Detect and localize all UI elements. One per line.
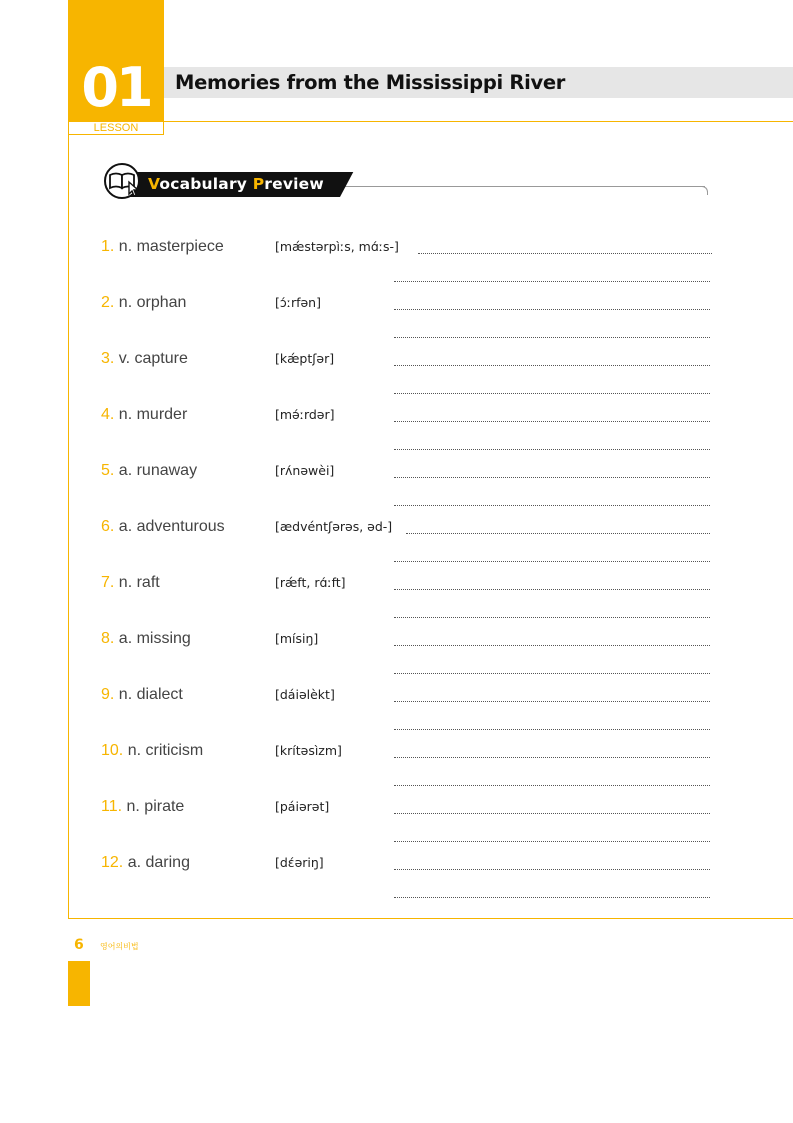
vocab-pronunciation: [kǽptʃər] (275, 351, 335, 366)
vocab-item (0, 572, 793, 628)
vocab-word: a. runaway (118, 462, 198, 479)
vocab-term (101, 684, 183, 706)
answer-line[interactable] (406, 533, 710, 534)
answer-line[interactable] (394, 337, 710, 338)
vocab-item (0, 292, 793, 348)
answer-line[interactable] (394, 421, 710, 422)
answer-line[interactable] (394, 561, 710, 562)
vocab-item (0, 684, 793, 740)
vocab-term (101, 236, 224, 258)
vocab-term (101, 348, 188, 370)
vocab-number: 8. (101, 630, 115, 647)
answer-line[interactable] (394, 869, 710, 870)
vocab-word: n. raft (118, 574, 160, 591)
answer-line[interactable] (394, 365, 710, 366)
vocab-term (101, 852, 190, 874)
answer-line[interactable] (394, 393, 710, 394)
vocab-number: 7. (101, 574, 115, 591)
answer-line[interactable] (394, 449, 710, 450)
answer-line[interactable] (394, 757, 710, 758)
lesson-title: Memories from the Mississippi River (175, 71, 566, 94)
vocab-word: n. dialect (118, 686, 183, 703)
vocab-item (0, 236, 793, 292)
vocab-word: a. missing (118, 630, 191, 647)
answer-line[interactable] (394, 477, 710, 478)
answer-line[interactable] (394, 589, 710, 590)
vocab-pronunciation: [ɔ́ːrfən] (275, 295, 321, 310)
answer-line[interactable] (394, 281, 710, 282)
page-tab (68, 961, 90, 1006)
vocab-pronunciation: [mǽstərpìːs, mɑ́ːs-] (275, 239, 399, 254)
vocab-pronunciation: [ædvéntʃərəs, əd-] (275, 519, 393, 534)
vocab-term (101, 404, 187, 426)
answer-line[interactable] (418, 253, 712, 254)
vocab-pronunciation: [mə́ːrdər] (275, 407, 335, 422)
vocab-term (101, 516, 225, 538)
answer-line[interactable] (394, 785, 710, 786)
vocab-item (0, 516, 793, 572)
vocab-pronunciation: [páiərət] (275, 799, 330, 814)
vocab-number: 9. (101, 686, 115, 703)
answer-line[interactable] (394, 701, 710, 702)
vocab-pronunciation: [krítəsìzm] (275, 743, 342, 758)
vocab-number: 1. (101, 238, 115, 255)
vocab-word: v. capture (118, 350, 188, 367)
vocab-pronunciation: [rǽft, rɑ́ːft] (275, 575, 346, 590)
section-title-part: P (252, 175, 265, 193)
vocab-pronunciation: [mísiŋ] (275, 631, 319, 646)
vocab-word: n. pirate (126, 798, 185, 815)
vocab-word: n. masterpiece (118, 238, 224, 255)
lesson-number: 01 (81, 56, 151, 119)
answer-line[interactable] (394, 897, 710, 898)
vocab-word: a. daring (127, 854, 190, 871)
vocab-pronunciation: [rʌ́nəwèi] (275, 463, 335, 478)
vocab-number: 11. (101, 798, 123, 815)
vocab-number: 12. (101, 854, 124, 871)
vocab-word: n. orphan (118, 294, 187, 311)
vocab-term (101, 292, 186, 314)
answer-line[interactable] (394, 729, 710, 730)
vocab-term (101, 740, 203, 762)
vocab-term (101, 572, 160, 594)
vocab-number: 10. (101, 742, 124, 759)
vocab-term (101, 460, 197, 482)
answer-line[interactable] (394, 673, 710, 674)
vocab-item (0, 740, 793, 796)
vocab-number: 4. (101, 406, 115, 423)
vocab-pronunciation: [dáiəlèkt] (275, 687, 335, 702)
section-title-part: ocabulary (159, 175, 253, 193)
vocab-item (0, 852, 793, 908)
answer-line[interactable] (394, 617, 710, 618)
section-title-part: review (264, 175, 324, 193)
vocab-item (0, 460, 793, 516)
vocab-item (0, 404, 793, 460)
page-number: 6 (74, 937, 84, 953)
vocab-word: a. adventurous (118, 518, 225, 535)
answer-line[interactable] (394, 841, 710, 842)
vocab-term (101, 796, 184, 818)
vocab-number: 3. (101, 350, 115, 367)
vocab-pronunciation: [dɛ́əriŋ] (275, 855, 324, 870)
vocab-item (0, 796, 793, 852)
answer-line[interactable] (394, 645, 710, 646)
vocab-item (0, 348, 793, 404)
book-title: 영어의비법 (100, 942, 139, 951)
vocab-number: 2. (101, 294, 115, 311)
answer-line[interactable] (394, 813, 710, 814)
vocab-number: 6. (101, 518, 115, 535)
answer-line[interactable] (394, 309, 710, 310)
section-title-part: V (148, 175, 160, 193)
vocab-item (0, 628, 793, 684)
vocab-word: n. murder (118, 406, 188, 423)
answer-line[interactable] (394, 505, 710, 506)
vocab-number: 5. (101, 462, 115, 479)
lesson-label: LESSON (93, 122, 139, 134)
vocab-word: n. criticism (127, 742, 204, 759)
vocab-term (101, 628, 191, 650)
